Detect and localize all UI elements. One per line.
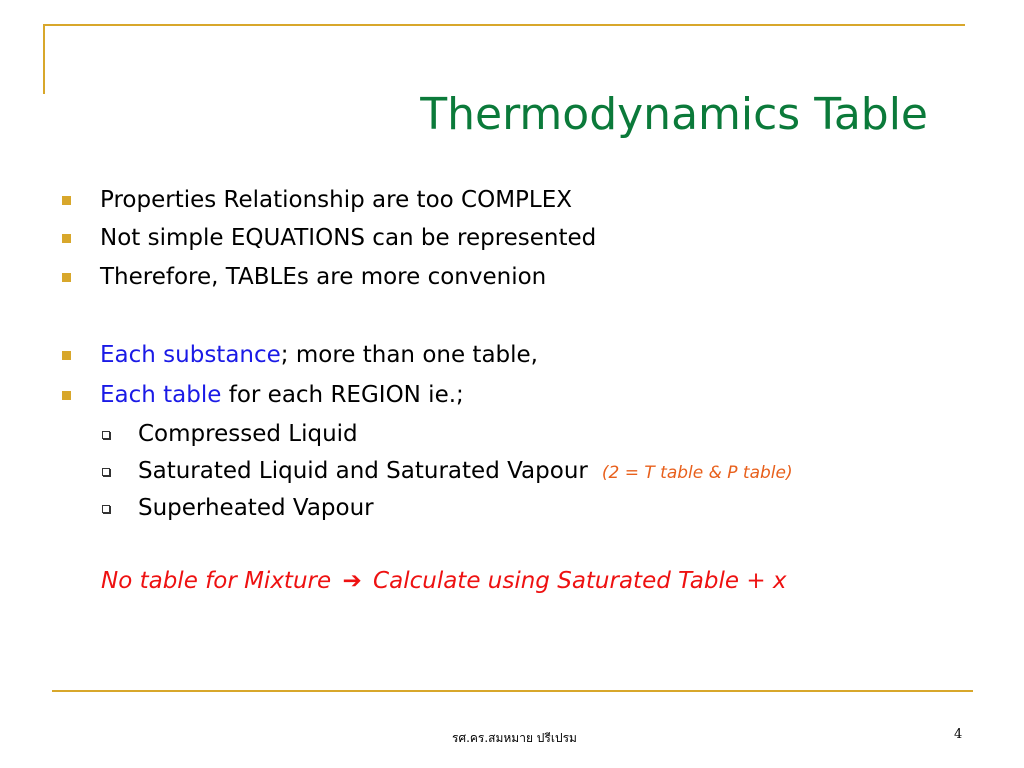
bullet-highlight: Each substance <box>100 342 281 368</box>
bullet-item <box>100 186 572 214</box>
bullet-item <box>100 263 546 291</box>
bullet-item <box>100 381 464 409</box>
bullet-item <box>100 224 596 252</box>
table-note: (2 = T table & P table) <box>601 463 793 483</box>
footer-divider <box>52 690 973 692</box>
sub-bullet-item <box>138 494 374 522</box>
bullet-text: Therefore, TABLEs are more convenion <box>100 264 547 290</box>
footer-author: รศ.คร.สมหมาย ปรีเปรม <box>452 731 577 745</box>
sub-bullet-item <box>138 457 793 487</box>
bullet-text: ; more than one table, <box>280 342 538 368</box>
sub-bullet-item <box>138 420 358 448</box>
mixture-text: Calculate using Saturated Table + x <box>373 568 787 594</box>
bullet-item <box>100 341 538 369</box>
right-arrow-icon: ➔ <box>342 568 362 594</box>
mixture-note <box>101 567 787 595</box>
slide-title: Thermodynamics Table <box>420 89 928 140</box>
sub-bullet-text: Compressed Liquid <box>138 421 358 447</box>
bullet-highlight: Each table <box>100 382 222 408</box>
mixture-text: No table for Mixture <box>101 568 332 594</box>
page-number: 4 <box>954 727 963 742</box>
sub-bullet-text: Superheated Vapour <box>138 495 374 521</box>
bullet-text: Properties Relationship are too COMPLEX <box>100 187 573 213</box>
bullet-text: for each REGION ie.; <box>221 382 464 408</box>
bullet-text: Not simple EQUATIONS can be represented <box>100 225 597 251</box>
sub-bullet-text: Saturated Liquid and Saturated Vapour <box>138 458 588 484</box>
